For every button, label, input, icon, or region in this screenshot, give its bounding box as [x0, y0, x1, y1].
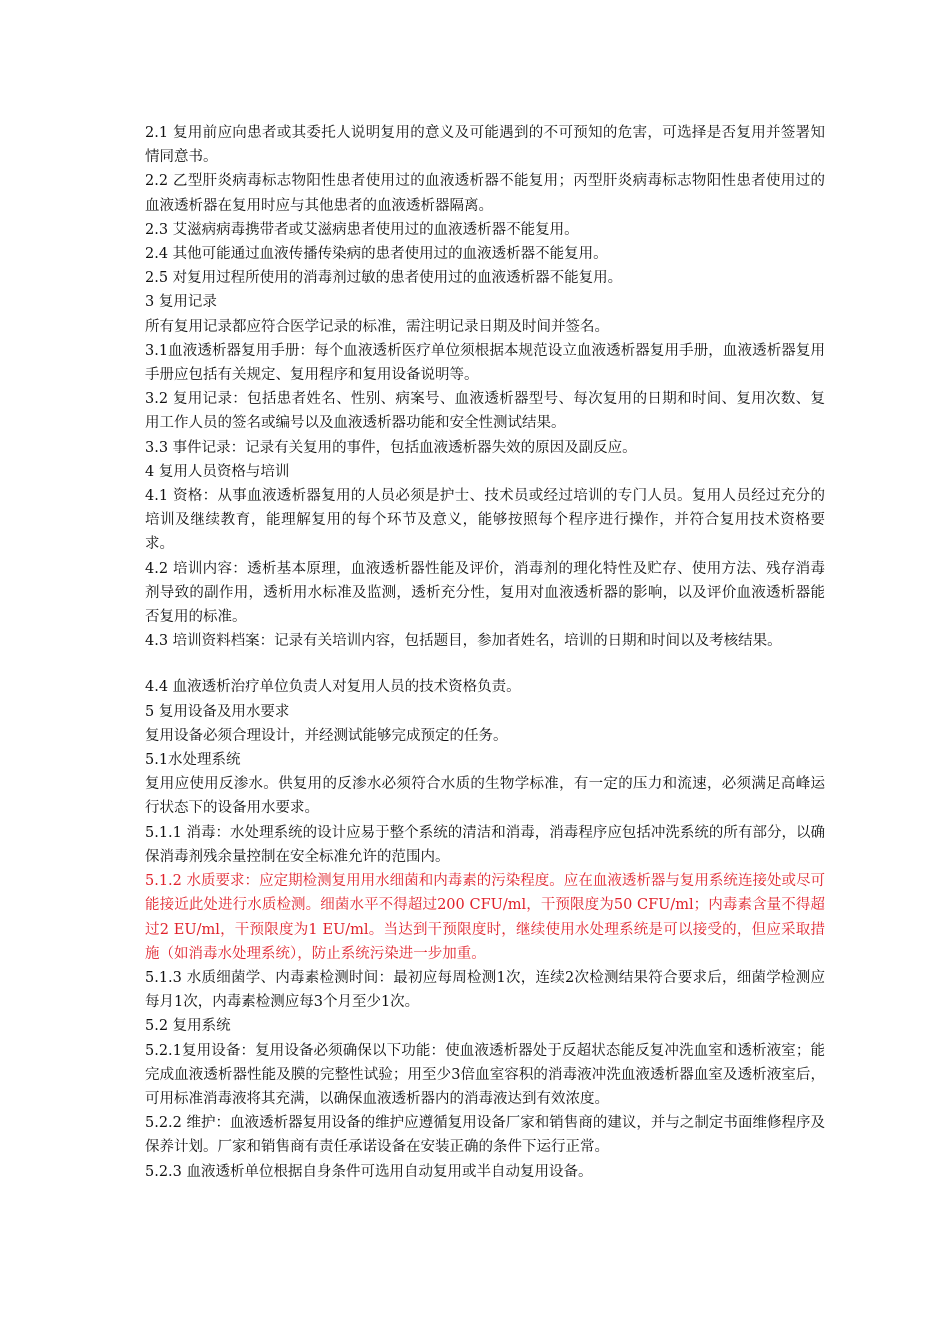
paragraph: 3.3 事件记录：记录有关复用的事件，包括血液透析器失效的原因及副反应。	[145, 439, 637, 456]
paragraph: 2.2 乙型肝炎病毒标志物阳性患者使用过的血液透析器不能复用；丙型肝炎病毒标志物阳性患者使用过的血液透析器在复用时应与其他患者的血液透析器隔离。	[145, 173, 825, 214]
paragraph: 3.2 复用记录：包括患者姓名、性别、病案号、血液透析器型号、每次复用的日期和时间、复用次数、复用工作人员的签名或编号以及血液透析器功能和安全性测试结果。	[145, 391, 825, 432]
paragraph: 2.5 对复用过程所使用的消毒剂过敏的患者使用过的血液透析器不能复用。	[145, 270, 623, 287]
paragraph: 5.2.3 血液透析单位根据自身条件可选用自动复用或半自动复用设备。	[145, 1163, 593, 1180]
paragraph: 2.3 艾滋病病毒携带者或艾滋病患者使用过的血液透析器不能复用。	[145, 221, 579, 238]
paragraph: 2.1 复用前应向患者或其委托人说明复用的意义及可能遇到的不可预知的危害，可选择是否复用并签署知情同意书。	[145, 125, 825, 166]
paragraph: 5 复用设备及用水要求	[145, 703, 290, 720]
paragraph: 2.4 其他可能通过血液传播传染病的患者使用过的血液透析器不能复用。	[145, 246, 608, 263]
paragraph: 所有复用记录都应符合医学记录的标准，需注明记录日期及时间并签名。	[145, 318, 609, 335]
paragraph: 5.2.1复用设备：复用设备必须确保以下功能：使血液透析器处于反超状态能反复冲洗血室和透析液室；能完成血液透析器性能及膜的完整性试验；用至少3倍血室容积的消毒液冲洗血液透析器血室及透析液室后，可用标准消毒液将其充满，以确保血液透析器内的消毒液达到有效浓度。	[145, 1042, 825, 1107]
paragraph: 5.2 复用系统	[145, 1018, 231, 1035]
paragraph: 3.1血液透析器复用手册：每个血液透析医疗单位须根据本规范设立血液透析器复用手册，血液透析器复用手册应包括有关规定、复用程序和复用设备说明等。	[145, 342, 825, 384]
paragraph: 4 复用人员资格与培训	[145, 463, 290, 480]
paragraph: 5.1.3 水质细菌学、内毒素检测时间：最初应每周检测1次，连续2次检测结果符合要求后，细菌学检测应每月1次，内毒素检测应每3个月至少1次。	[145, 969, 825, 1011]
paragraph: 3 复用记录	[145, 294, 217, 311]
paragraph: 4.2 培训内容：透析基本原理，血液透析器性能及评价，消毒剂的理化特性及贮存、使用方法、残存消毒剂导致的副作用，透析用水标准及监测，透析充分性，复用对血液透析器的影响，以及评价血液透析器能否复用的标准。	[145, 560, 825, 626]
paragraph: 复用设备必须合理设计，并经测试能够完成预定的任务。	[145, 727, 508, 744]
paragraph: 5.1.2 水质要求：应定期检测复用用水细菌和内毒素的污染程度。应在血液透析器与复用系统连接处或尽可能接近此处进行水质检测。细菌水平不得超过200 CFU/ml，干预限度为50 CFU/ml；内毒素含量不得超过2 EU/ml，干预限度为1 EU/ml。当达到干预限度时，继续使用水处理系统是可以接受的，但应采取措施（如消毒水处理系统），防止系统污染进一步加重。	[145, 873, 825, 962]
paragraph: 5.1.1 消毒：水处理系统的设计应易于整个系统的清洁和消毒，消毒程序应包括冲洗系统的所有部分，以确保消毒剂残余量控制在安全标准允许的范围内。	[145, 824, 825, 865]
paragraph: 4.4 血液透析治疗单位负责人对复用人员的技术资格负责。	[145, 679, 521, 696]
paragraph: 4.1 资格：从事血液透析器复用的人员必须是护士、技术员或经过培训的专门人员。复用人员经过充分的培训及继续教育，能理解复用的每个环节及意义，能够按照每个程序进行操作，并符合复用技术资格要求。	[145, 488, 825, 553]
paragraph: 4.3 培训资料档案：记录有关培训内容，包括题目，参加者姓名，培训的日期和时间以及考核结果。	[145, 633, 782, 650]
paragraph: 复用应使用反渗水。供复用的反渗水必须符合水质的生物学标准，有一定的压力和流速，必须满足高峰运行状态下的设备用水要求。	[145, 776, 825, 817]
paragraph: 5.1水处理系统	[145, 752, 241, 769]
paragraph-gap	[145, 653, 825, 675]
document-body	[145, 121, 825, 1184]
paragraph: 5.2.2 维护：血液透析器复用设备的维护应遵循复用设备厂家和销售商的建议，并与之制定书面维修程序及保养计划。厂家和销售商有责任承诺设备在安装正确的条件下运行正常。	[145, 1115, 825, 1156]
